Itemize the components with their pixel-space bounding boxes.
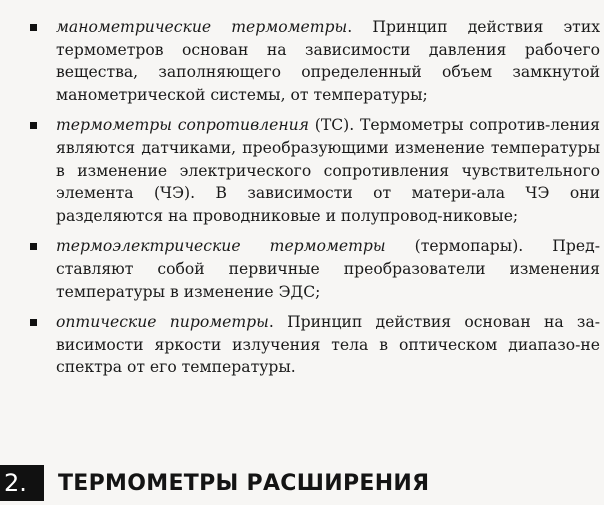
list-item [28,16,600,106]
item-term: термометры сопротивления [56,116,309,135]
section-number: 2. [0,465,44,501]
square-bullet-icon [30,122,37,129]
list-item [28,235,600,303]
list-item [28,311,600,379]
item-text: (ТС). Термометры сопротив-ления являются датчиками, преобразующими изменение температуры в изменение электрического сопротивления чувствительного элемента (ЧЭ). В зависимости от матери-ала ЧЭ они разделяются на проводниковые и полупровод-никовые; [56,116,600,225]
section-heading [0,464,429,502]
item-text: . Принцип действия этих термометров основан на зависимости давления рабочего вещества, заполняющего определенный объем замкнутой манометрической системы, от температуры; [56,18,601,104]
thermometer-types-list [28,16,600,387]
item-text: . Принцип действия основан на за-висимости яркости излучения тела в оптическом диапазо-не спектра от его температуры. [56,313,601,377]
item-text: (термопары). Пред-ставляют собой первичные преобразователи изменения температуры в изменение ЭДС; [56,237,600,301]
item-term: термоэлектрические термометры [56,237,386,256]
item-term: оптические пирометры [56,313,269,332]
item-term: манометрические термометры [56,18,348,36]
square-bullet-icon [30,24,37,31]
square-bullet-icon [30,319,37,326]
section-title: ТЕРМОМЕТРЫ РАСШИРЕНИЯ [58,470,430,496]
square-bullet-icon [30,243,37,250]
list-item [28,114,600,227]
